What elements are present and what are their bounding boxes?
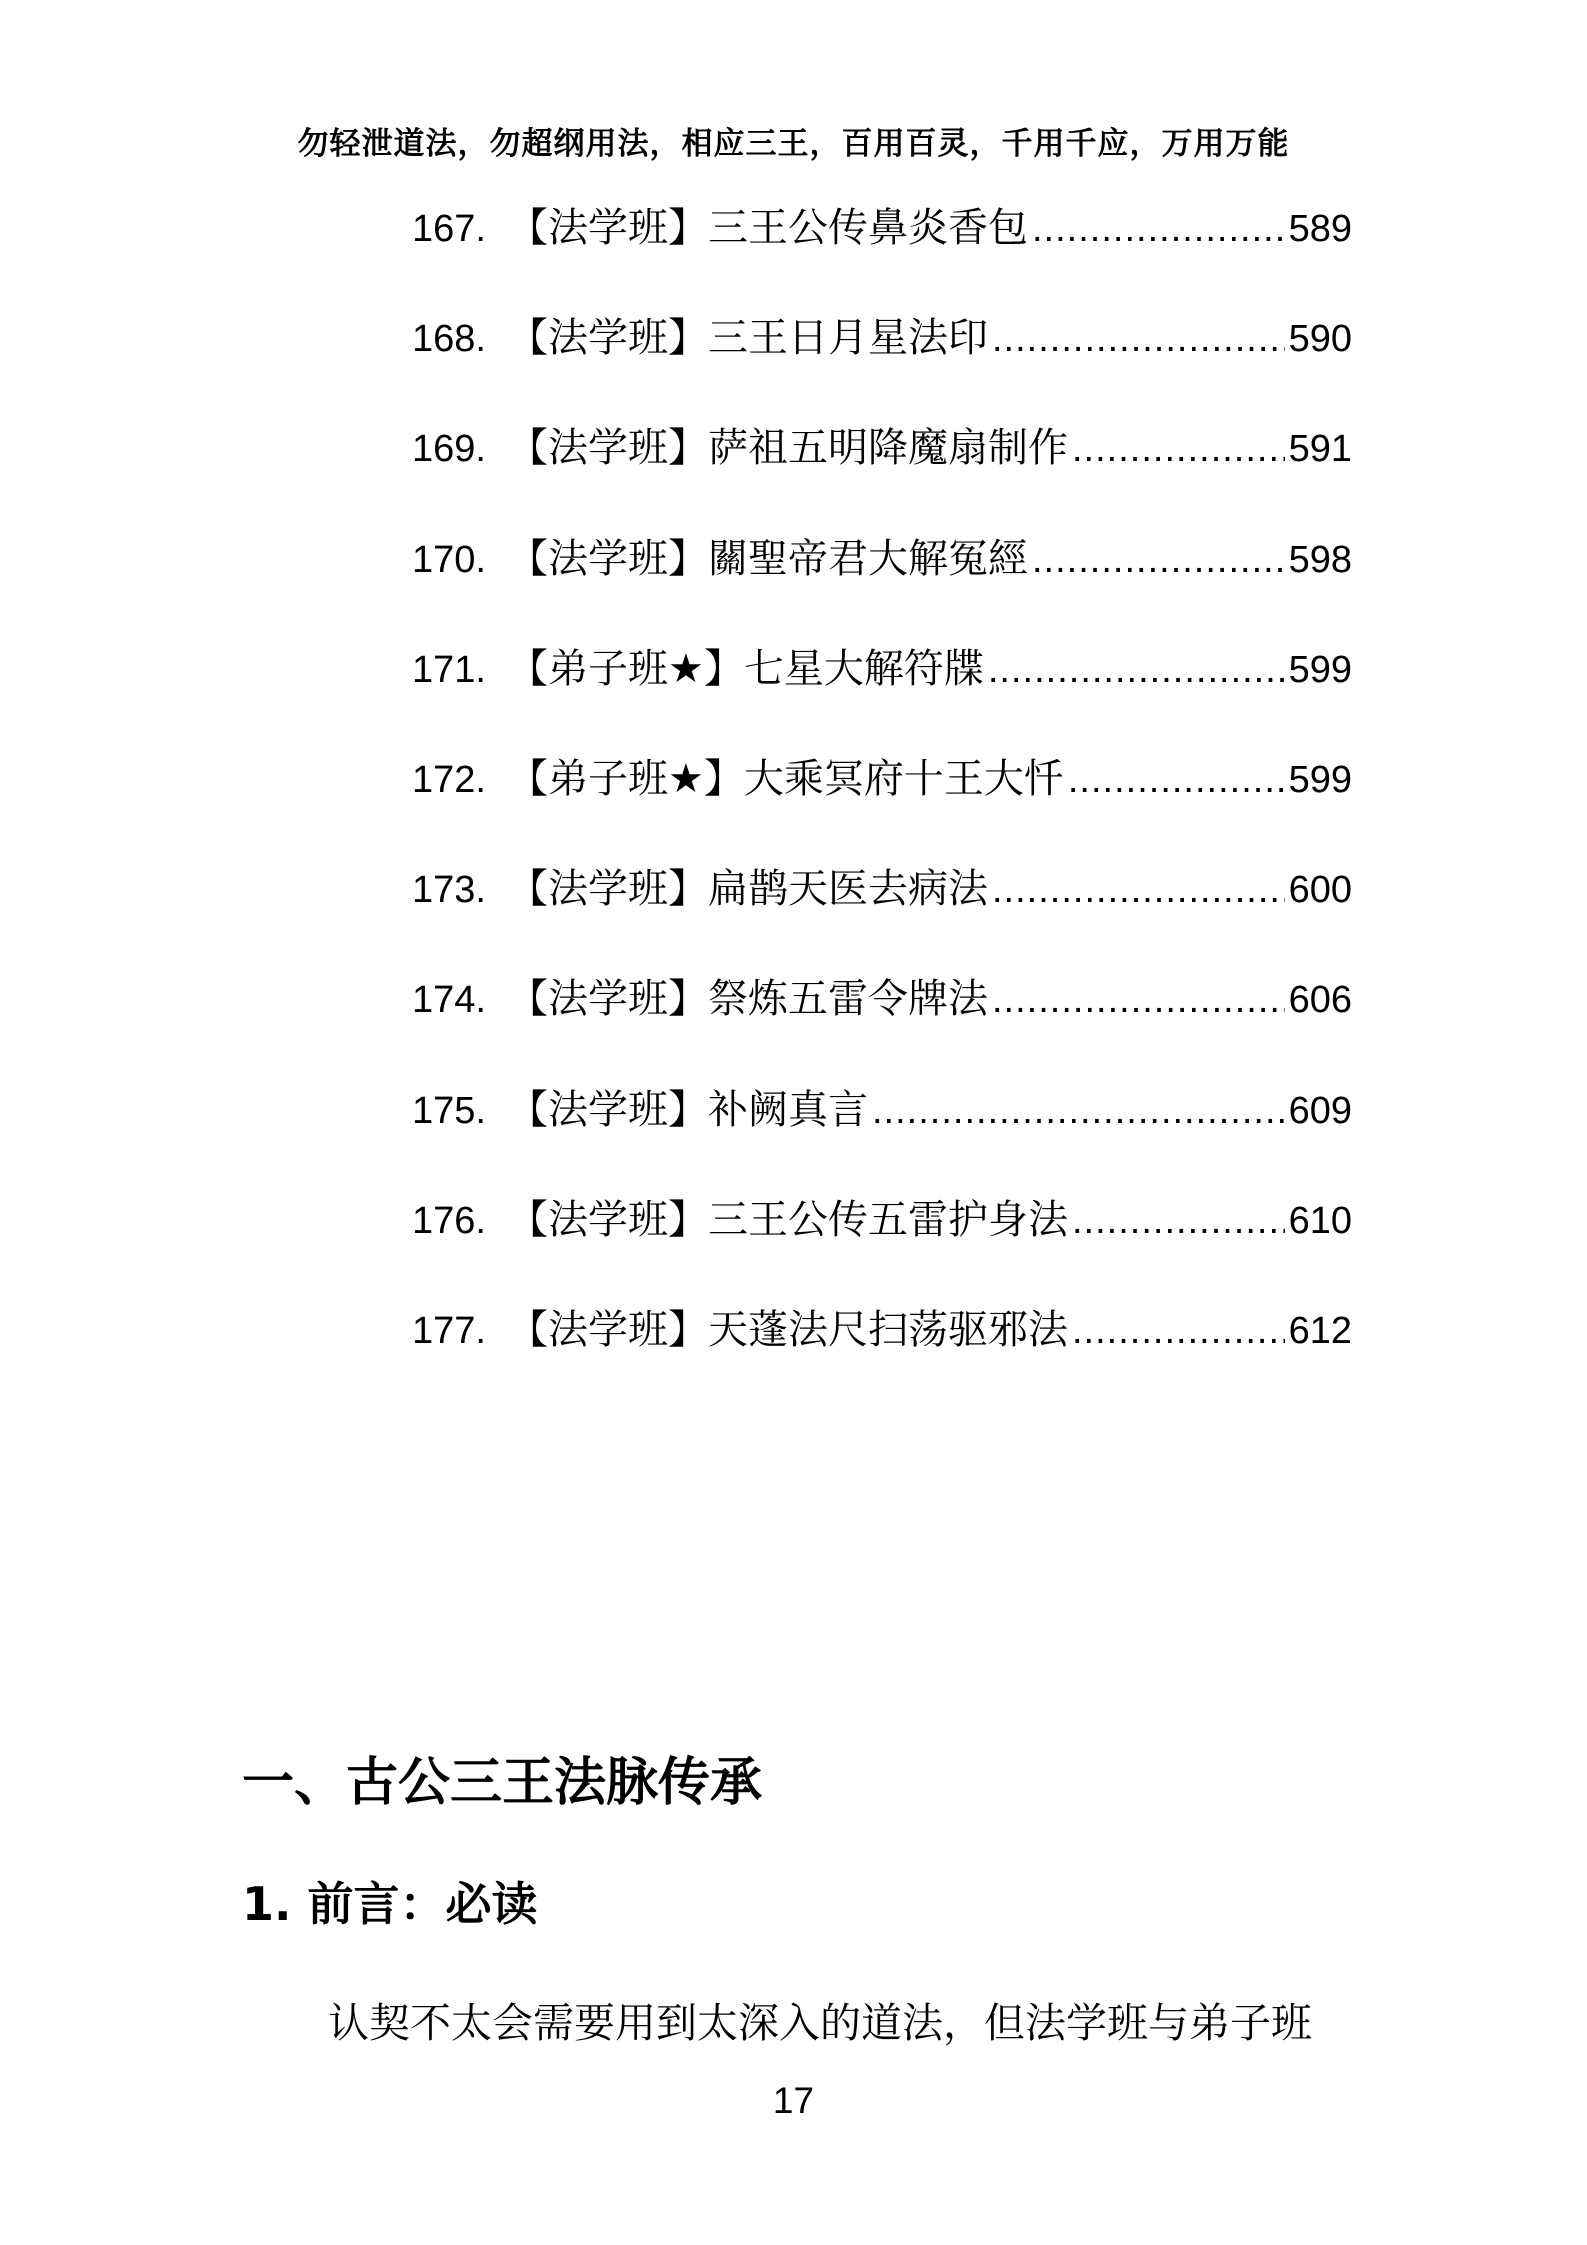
toc-entry[interactable] (412, 416, 1352, 526)
toc-entry-title: 【法学班】扁鹊天医去病法 (508, 866, 988, 913)
toc-entry-title: 【法学班】萨祖五明降魔扇制作 (508, 425, 1068, 472)
toc-entry-title: 【法学班】祭炼五雷令牌法 (508, 976, 988, 1023)
toc-dot-leader (1072, 1200, 1285, 1243)
toc-entry[interactable] (412, 1298, 1352, 1408)
toc-entry-page: 606 (1288, 979, 1352, 1022)
body-paragraph: 认契不太会需要用到太深入的道法，但法学班与弟子班 (328, 1999, 1312, 2047)
toc-entry[interactable] (412, 1078, 1352, 1188)
toc-entry-number: 174. (412, 979, 486, 1022)
toc-entry-page: 610 (1288, 1199, 1352, 1242)
toc-entry[interactable] (412, 306, 1352, 416)
toc-entry-page: 591 (1288, 428, 1352, 471)
toc-entry-page: 589 (1288, 208, 1352, 250)
section-heading: 一、古公三王法脉传承 (242, 1753, 763, 1813)
toc-entry-number: 177. (412, 1309, 486, 1352)
toc-entry-title: 【法学班】關聖帝君大解冤經 (508, 535, 1028, 582)
toc-entry-title: 【弟子班★】七星大解符牒 (508, 645, 984, 692)
toc-entry-number: 176. (412, 1199, 486, 1242)
toc-entry-number: 168. (412, 318, 486, 361)
toc-dot-leader (1072, 1310, 1285, 1353)
toc-entry[interactable] (412, 527, 1352, 637)
toc-entry[interactable] (412, 196, 1352, 306)
toc-entry[interactable] (412, 747, 1352, 857)
toc-dot-leader (992, 318, 1285, 361)
toc-entry-title: 【法学班】三王日月星法印 (508, 315, 988, 362)
toc-dot-leader (1068, 759, 1285, 802)
toc-entry[interactable] (412, 637, 1352, 747)
toc-entry-page: 600 (1288, 869, 1352, 912)
running-header: 勿轻泄道法，勿超纲用法，相应三王，百用百灵，千用千应，万用万能 (297, 126, 1290, 162)
toc-entry-number: 167. (412, 208, 486, 250)
toc-dot-leader (988, 649, 1285, 692)
toc-entry[interactable] (412, 857, 1352, 967)
toc-dot-leader (1032, 208, 1285, 251)
toc-entry-page: 598 (1288, 538, 1352, 581)
toc-entry-page: 612 (1288, 1309, 1352, 1352)
toc-entry-page: 599 (1288, 758, 1352, 801)
toc-entry-title: 【弟子班★】大乘冥府十王大忏 (508, 755, 1064, 802)
toc-entry[interactable] (412, 1188, 1352, 1298)
toc-dot-leader (1072, 428, 1285, 471)
toc-entry-page: 599 (1288, 648, 1352, 691)
toc-entry-number: 169. (412, 428, 486, 471)
toc-entry-title: 【法学班】补阙真言 (508, 1086, 868, 1133)
toc-entry[interactable] (412, 967, 1352, 1077)
toc-entry-page: 590 (1288, 318, 1352, 361)
toc-entry-page: 609 (1288, 1089, 1352, 1132)
toc-entry-title: 【法学班】三王公传鼻炎香包 (508, 205, 1028, 251)
toc-dot-leader (872, 1090, 1285, 1133)
toc-entry-number: 175. (412, 1089, 486, 1132)
subsection-heading: 1. 前言：必读 (242, 1877, 538, 1931)
toc-entry-title: 【法学班】天蓬法尺扫荡驱邪法 (508, 1306, 1068, 1353)
toc-dot-leader (992, 979, 1285, 1022)
toc-entry-number: 173. (412, 869, 486, 912)
toc-entry-number: 172. (412, 758, 486, 801)
toc-dot-leader (992, 869, 1285, 912)
toc-entry-title: 【法学班】三王公传五雷护身法 (508, 1196, 1068, 1243)
page-number: 17 (772, 2080, 815, 2121)
table-of-contents (412, 196, 1352, 1408)
toc-entry-number: 170. (412, 538, 486, 581)
toc-dot-leader (1032, 539, 1285, 582)
toc-entry-number: 171. (412, 648, 486, 691)
